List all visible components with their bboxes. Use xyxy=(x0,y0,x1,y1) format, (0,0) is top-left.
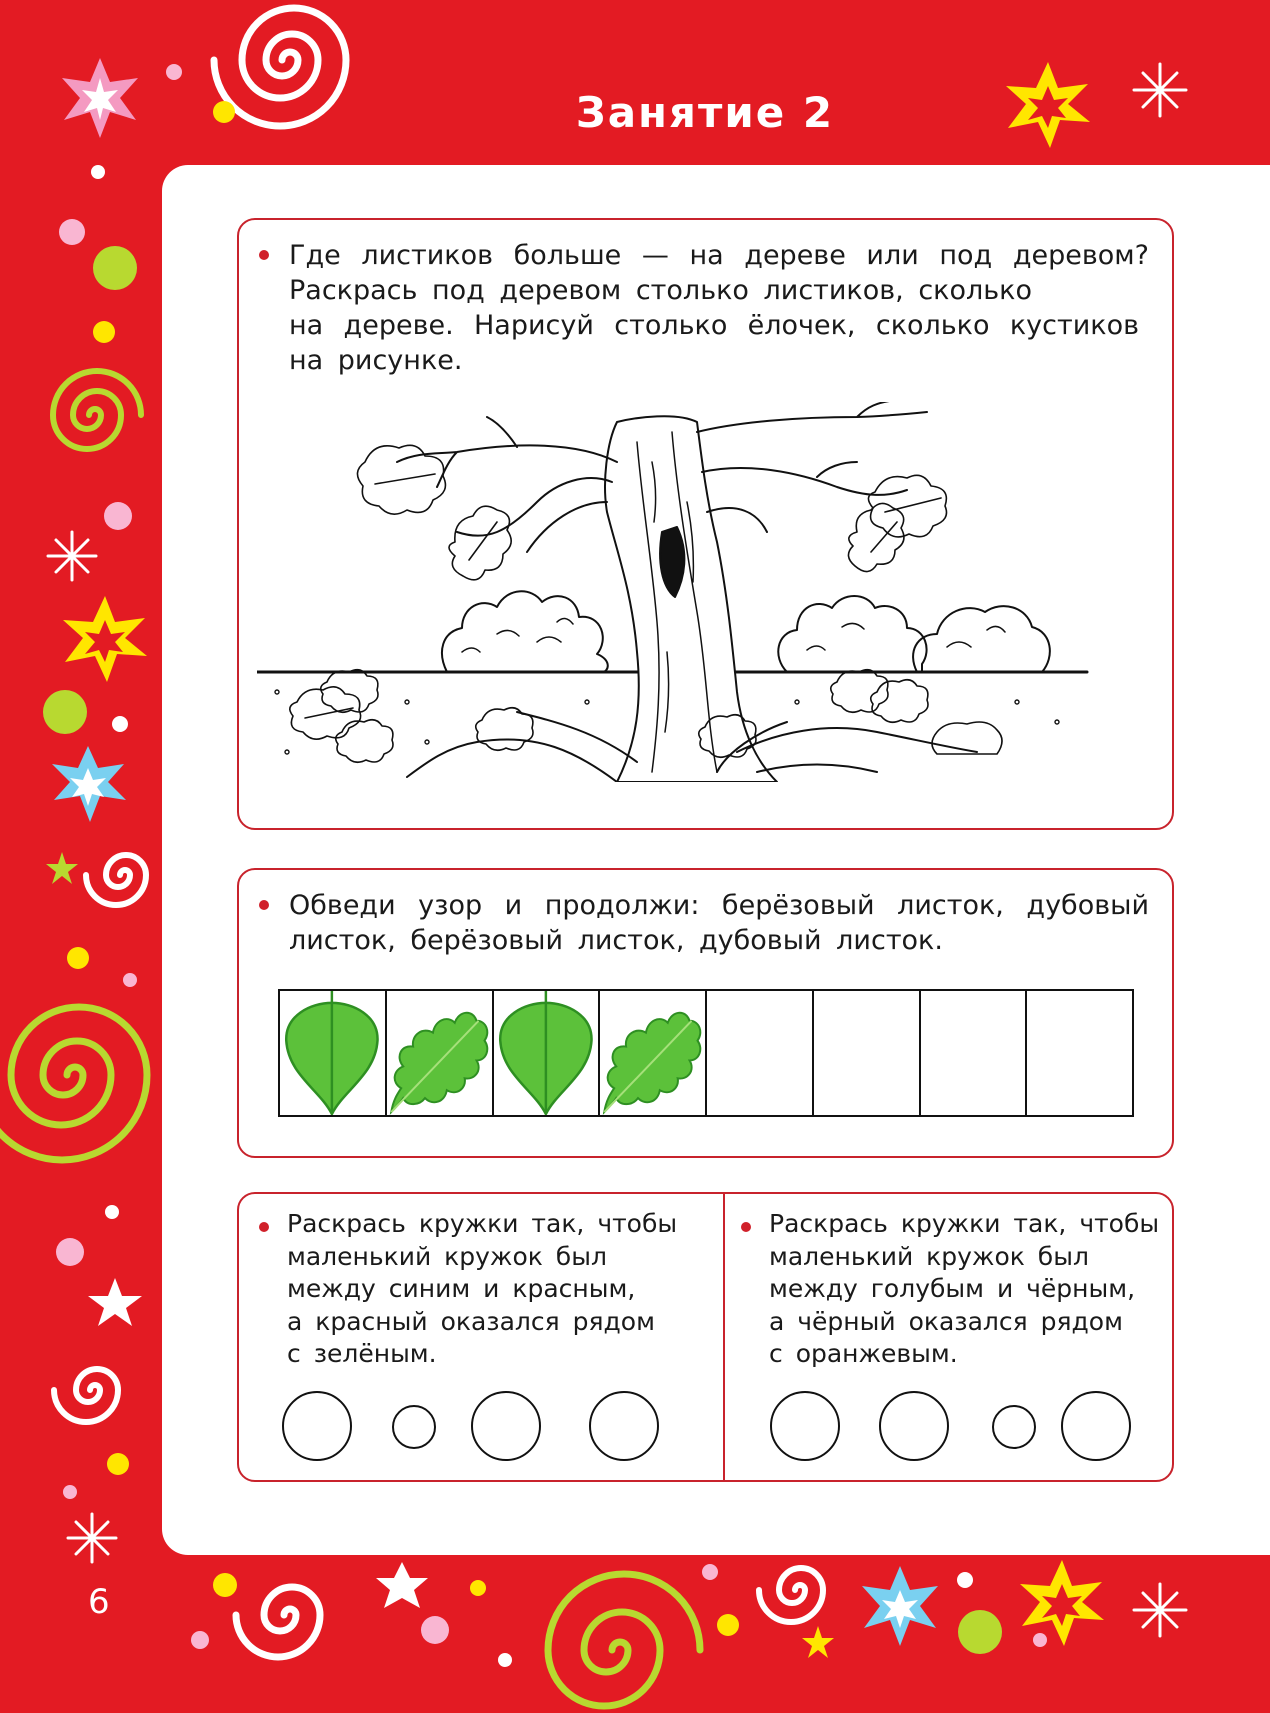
sparkle-decoration xyxy=(1134,64,1186,116)
pattern-cell-empty[interactable] xyxy=(707,991,814,1115)
oak-leaf-on-tree xyxy=(449,506,511,580)
star-decoration xyxy=(802,1626,834,1658)
oak-leaf-on-ground xyxy=(336,720,393,763)
lesson-title: Занятие 2 xyxy=(575,88,835,137)
circle-small[interactable] xyxy=(992,1405,1036,1449)
circle-small[interactable] xyxy=(392,1405,436,1449)
star-decoration xyxy=(376,1562,428,1608)
pattern-cell-oak[interactable] xyxy=(387,991,494,1115)
circle-big[interactable] xyxy=(589,1391,659,1461)
oak-leaf-on-ground xyxy=(476,708,533,751)
circle-big[interactable] xyxy=(282,1391,352,1461)
bullet-marker xyxy=(259,250,269,260)
circle-big[interactable] xyxy=(770,1391,840,1461)
oak-leaf-on-ground xyxy=(831,670,888,713)
page-number: 6 xyxy=(88,1582,110,1622)
spiral-decoration xyxy=(759,1568,823,1622)
bullet-marker xyxy=(741,1222,751,1232)
pattern-cell-empty[interactable] xyxy=(1027,991,1132,1115)
tree-branch-left xyxy=(397,417,617,552)
task-card-tree xyxy=(237,218,1174,830)
task-text-circles-right: Раскрась кружки так, чтобы маленький кружок был между голубым и чёрным, а чёрный оказался рядом с оранжевым. xyxy=(769,1209,1160,1368)
bullet-marker xyxy=(259,1222,269,1232)
star-decoration xyxy=(88,1278,142,1326)
tree-illustration xyxy=(257,402,1117,782)
pattern-cell-empty[interactable] xyxy=(921,991,1028,1115)
sparkle-decoration xyxy=(1134,1584,1186,1636)
oak-leaf-on-ground xyxy=(290,687,361,739)
birch-leaf-icon xyxy=(280,991,385,1115)
spiral-decoration xyxy=(54,1369,118,1422)
circle-big[interactable] xyxy=(879,1391,949,1461)
pattern-cell-oak[interactable] xyxy=(600,991,707,1115)
pattern-cell-empty[interactable] xyxy=(814,991,921,1115)
circle-big[interactable] xyxy=(471,1391,541,1461)
task-card-circles xyxy=(237,1192,1174,1482)
task-text-tree: Где листиков больше — на дереве или под деревом? Раскрась под деревом столько листиков, сколько на дереве. Нарисуй столько ёлочек, сколько кустиков на рисунке. xyxy=(289,240,1149,376)
spiral-decoration xyxy=(548,1574,700,1706)
oak-leaf-icon xyxy=(387,991,492,1115)
task-text-circles-left: Раскрась кружки так, чтобы маленький кружок был между синим и красным, а красный оказался рядом с зелёным. xyxy=(287,1209,678,1368)
spiral-decoration xyxy=(0,1007,147,1160)
spiral-decoration xyxy=(86,855,146,905)
oak-leaf-on-tree xyxy=(868,475,946,537)
star-decoration xyxy=(46,852,78,884)
spiral-decoration xyxy=(236,1587,320,1657)
bush-right xyxy=(778,596,926,672)
leaf-pattern-row xyxy=(278,989,1134,1117)
tree-branch-right xyxy=(697,402,927,532)
bush-left xyxy=(442,591,608,672)
sparkle-decoration xyxy=(68,1514,116,1562)
circle-big[interactable] xyxy=(1061,1391,1131,1461)
column-divider xyxy=(723,1192,725,1480)
birch-leaf-icon xyxy=(494,991,599,1115)
sparkle-decoration xyxy=(48,532,96,580)
task-text-pattern: Обведи узор и продолжи: берёзовый листок, дубовый листок, берёзовый листок, дубовый листок. xyxy=(289,890,1149,956)
bullet-marker xyxy=(259,900,269,910)
tree-trunk xyxy=(605,416,777,782)
spiral-decoration xyxy=(53,371,141,449)
pattern-cell-birch[interactable] xyxy=(280,991,387,1115)
oak-leaf-on-tree xyxy=(357,445,445,514)
oak-leaf-on-ground xyxy=(871,680,928,723)
oak-leaf-on-ground xyxy=(321,670,378,713)
oak-leaf-icon xyxy=(600,991,705,1115)
pattern-cell-birch[interactable] xyxy=(494,991,601,1115)
